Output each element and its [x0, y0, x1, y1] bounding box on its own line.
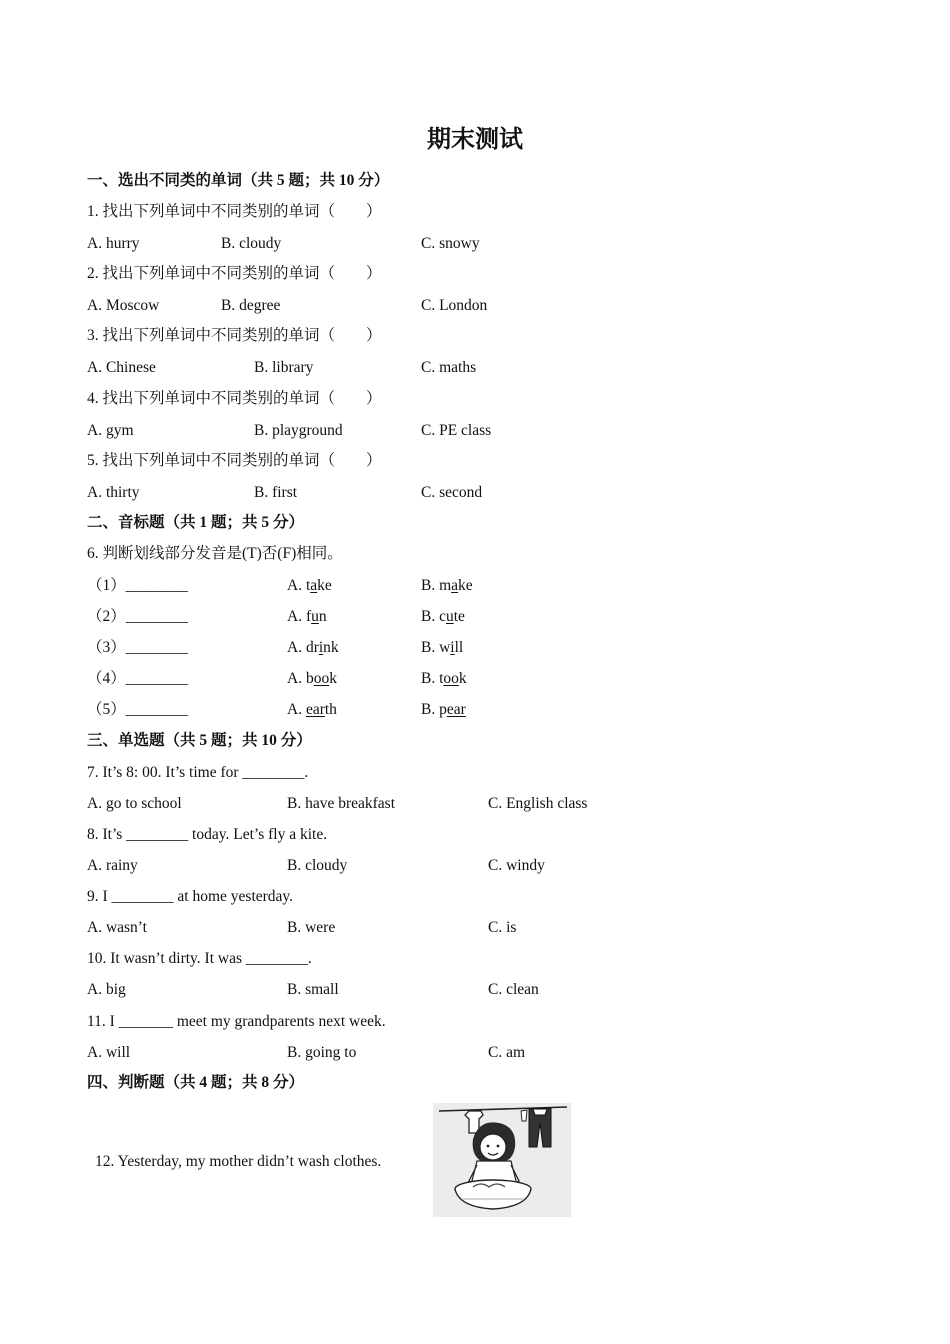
q1-option-a: A. hurry	[87, 235, 140, 252]
q6-blank-5: （5）________	[87, 701, 188, 718]
q2-option-b: B. degree	[221, 297, 281, 314]
q5-option-a: A. thirty	[87, 484, 140, 501]
question-6: 6. 判断划线部分发音是(T)否(F)相同。	[87, 545, 343, 562]
q3-option-b: B. library	[254, 359, 314, 376]
q8-option-c: C. windy	[488, 857, 545, 874]
q8-option-a: A. rainy	[87, 857, 138, 874]
q6-blank-4: （4）________	[87, 670, 188, 687]
q6-1-word-a: A. take	[287, 577, 332, 594]
q5-option-b: B. first	[254, 484, 298, 501]
question-5: 5. 找出下列单词中不同类别的单词（ ）	[87, 452, 382, 469]
q10-option-a: A. big	[87, 981, 126, 998]
q10-option-b: B. small	[287, 981, 339, 998]
q9-option-c: C. is	[488, 919, 517, 936]
q2-option-c: C. London	[421, 297, 488, 314]
q3-option-c: C. maths	[421, 359, 477, 376]
q6-4-word-b: B. took	[421, 670, 467, 687]
q6-3-word-b: B. will	[421, 639, 464, 656]
q6-blank-3: （3）________	[87, 639, 188, 656]
question-9: 9. I ________ at home yesterday.	[87, 888, 294, 905]
q4-option-b: B. playground	[254, 422, 343, 439]
q2-option-a: A. Moscow	[87, 297, 160, 314]
q6-1-word-b: B. make	[421, 577, 473, 594]
question-12: 12. Yesterday, my mother didn’t wash clothes.	[95, 1153, 382, 1170]
q8-option-b: B. cloudy	[287, 857, 348, 874]
q11-option-b: B. going to	[287, 1044, 357, 1061]
q6-2-word-b: B. cute	[421, 608, 465, 625]
question-3: 3. 找出下列单词中不同类别的单词（ ）	[87, 327, 382, 344]
q9-option-b: B. were	[287, 919, 336, 936]
page-title: 期末测试	[427, 127, 523, 153]
q1-option-b: B. cloudy	[221, 235, 282, 252]
q11-option-c: C. am	[488, 1044, 526, 1061]
q6-4-word-a: A. book	[287, 670, 337, 687]
q6-5-word-a: A. earth	[287, 701, 337, 718]
q7-option-b: B. have breakfast	[287, 795, 396, 812]
section-heading-1: 一、选出不同类的单词（共 5 题；共 10 分）	[87, 172, 390, 189]
q6-blank-1: （1）________	[87, 577, 188, 594]
q1-option-c: C. snowy	[421, 235, 480, 252]
q7-option-a: A. go to school	[87, 795, 182, 812]
q6-blank-2: （2）________	[87, 608, 188, 625]
question-2: 2. 找出下列单词中不同类别的单词（ ）	[87, 265, 382, 282]
question-10: 10. It wasn’t dirty. It was ________.	[87, 950, 312, 967]
q10-option-c: C. clean	[488, 981, 539, 998]
question-8: 8. It’s ________ today. Let’s fly a kite.	[87, 826, 328, 843]
question-1: 1. 找出下列单词中不同类别的单词（ ）	[87, 203, 382, 220]
q6-3-word-a: A. drink	[287, 639, 339, 656]
q3-option-a: A. Chinese	[87, 359, 156, 376]
question-4: 4. 找出下列单词中不同类别的单词（ ）	[87, 390, 382, 407]
q7-option-c: C. English class	[488, 795, 588, 812]
q6-2-word-a: A. fun	[287, 608, 327, 625]
q4-option-a: A. gym	[87, 422, 134, 439]
q4-option-c: C. PE class	[421, 422, 492, 439]
section-heading-4: 四、判断题（共 4 题；共 8 分）	[87, 1074, 305, 1091]
section-heading-2: 二、音标题（共 1 题；共 5 分）	[87, 514, 305, 531]
section-heading-3: 三、单选题（共 5 题；共 10 分）	[87, 732, 312, 749]
question-7: 7. It’s 8: 00. It’s time for ________.	[87, 764, 309, 781]
q11-option-a: A. will	[87, 1044, 131, 1061]
q5-option-c: C. second	[421, 484, 483, 501]
q9-option-a: A. wasn’t	[87, 919, 147, 936]
q6-5-word-b: B. pear	[421, 701, 466, 718]
woman-washing-clothes-illustration	[433, 1103, 571, 1217]
question-11: 11. I _______ meet my grandparents next week.	[87, 1013, 386, 1030]
